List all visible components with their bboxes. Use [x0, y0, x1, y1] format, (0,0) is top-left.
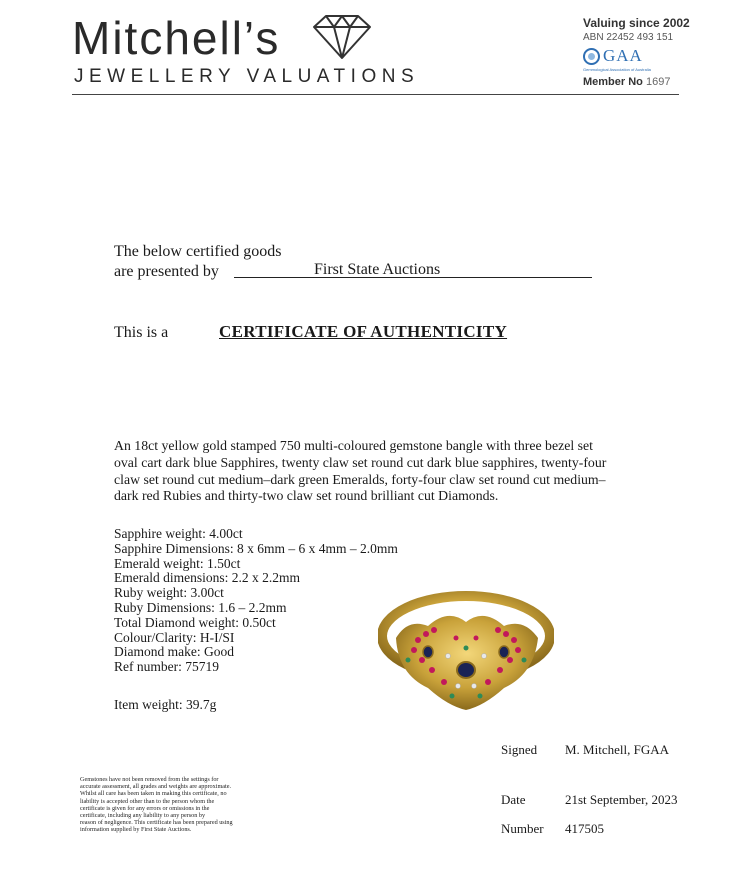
- date-value: 21st September, 2023: [565, 792, 678, 807]
- member-number: [583, 76, 690, 88]
- gaa-tagline: Gemmological Association of Australia: [583, 67, 651, 72]
- spec-line: Sapphire Dimensions: 8 x 6mm – 6 x 4mm – 2.0mm: [114, 540, 398, 556]
- disclaimer-line: information supplied by First State Auctions.: [80, 826, 192, 834]
- disclaimer-line: Gemstones have not been removed from the settings for: [80, 776, 219, 783]
- date-label: Date: [501, 792, 526, 807]
- spec-line: Ruby Dimensions: 1.6 – 2.2mm: [114, 599, 287, 615]
- presenter-name: First State Auctions: [314, 261, 441, 278]
- diamond-logo-icon: [306, 13, 378, 61]
- abn-number: ABN 22452 493 151: [583, 32, 674, 43]
- spec-line: Emerald weight: 1.50ct: [114, 555, 241, 571]
- spec-line: Ref number: 75719: [114, 659, 219, 675]
- signed-value: M. Mitchell, FGAA: [565, 742, 669, 757]
- description-line: An 18ct yellow gold stamped 750 multi-coloured gemstone bangle with three bezel set: [114, 438, 593, 453]
- spec-line: Sapphire weight: 4.00ct: [114, 526, 243, 541]
- valuing-since: Valuing since 2002: [583, 16, 690, 30]
- disclaimer-line: liability is accepted other than to the person whom the: [80, 797, 215, 805]
- disclaimer: [80, 776, 290, 834]
- brand-name: Mitchell’s: [72, 12, 281, 64]
- number-value: 417505: [565, 821, 604, 836]
- description-line: dark red Rubies and thirty-two claw set round brilliant cut Diamonds.: [114, 488, 499, 504]
- disclaimer-line: reason of negligence. This certificate has been prepared using: [80, 819, 233, 827]
- number-label: Number: [501, 821, 544, 836]
- disclaimer-line: accurate assessment, all grades and weights are approximate.: [80, 783, 232, 791]
- intro-line2: are presented by: [114, 263, 219, 280]
- disclaimer-line: certificate is given for any errors or omissions in the: [80, 804, 210, 812]
- bangle-photo: [378, 578, 554, 714]
- certificate-prefix: This is a: [114, 324, 169, 341]
- spec-line: Ruby weight: 3.00ct: [114, 585, 224, 601]
- signed-label: Signed: [501, 742, 538, 757]
- item-weight: Item weight: 39.7g: [114, 697, 217, 712]
- member-label: Member No: [583, 76, 643, 88]
- spec-line: Emerald dimensions: 2.2 x 2.2mm: [114, 570, 300, 586]
- member-value: 1697: [645, 76, 671, 88]
- spec-line: Total Diamond weight: 0.50ct: [114, 614, 276, 630]
- spec-line: Diamond make: Good: [114, 644, 234, 660]
- description-line: claw set round cut medium–dark green Emeralds, forty-four claw set round cut medium–: [114, 471, 606, 487]
- brand-subtitle: JEWELLERY VALUATIONS: [74, 66, 420, 87]
- spec-line: Colour/Clarity: H-I/SI: [114, 629, 235, 645]
- gaa-label: GAA: [603, 46, 643, 65]
- description-line: oval cart dark blue Sapphires, twenty claw set round cut dark blue sapphires, twenty-four: [114, 454, 607, 470]
- header-divider: [72, 94, 679, 95]
- disclaimer-line: certificate, including any liability to any person by: [80, 812, 206, 820]
- gem-specifications: [114, 527, 398, 675]
- disclaimer-line: Whilst all care has been taken in making this certificate, no: [80, 790, 227, 798]
- gaa-seal-icon: [583, 48, 600, 65]
- intro-line1: The below certified goods: [114, 243, 282, 260]
- header-credentials: [583, 16, 690, 88]
- gaa-badge: [583, 46, 690, 66]
- certificate-title: CERTIFICATE OF AUTHENTICITY: [219, 322, 508, 341]
- item-description: [114, 438, 614, 505]
